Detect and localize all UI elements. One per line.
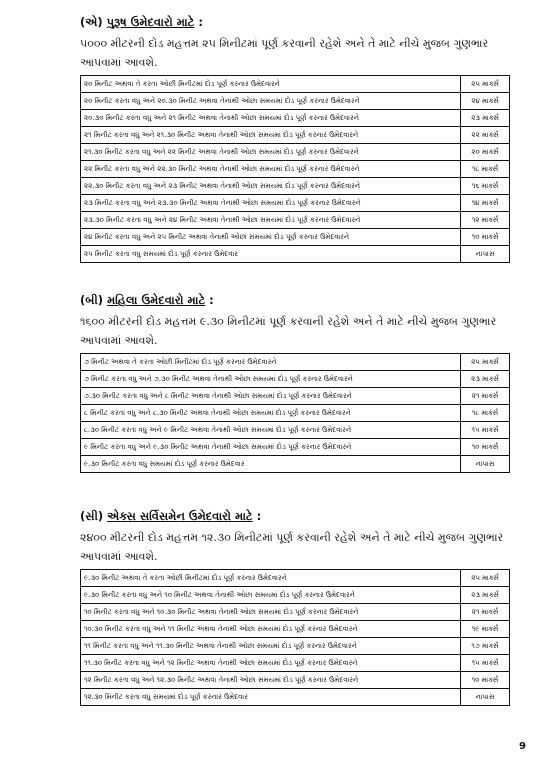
criteria-cell: ૨૩ મિનીટ કરતા વધુ અને ૨૩.૩૦ મિનીટ અથવા તેનાથી ઓછા સમયમાં દોડ પૂર્ણ કરનાર ઉમેદવારને xyxy=(81,195,461,212)
marks-cell: ૧૪ માર્ક્સ xyxy=(461,195,510,212)
marks-cell: ૧૫ માર્ક્સ xyxy=(461,655,510,672)
marks-cell: ૧૫ માર્ક્સ xyxy=(461,422,510,439)
marks-cell: ૧૮ માર્ક્સ xyxy=(461,161,510,178)
table-row xyxy=(81,638,510,655)
marks-table xyxy=(80,75,510,263)
table-row xyxy=(81,570,510,587)
table-row xyxy=(81,161,510,178)
criteria-cell: ૨૩.૩૦ મિનીટ કરતા વધુ અને ૨૪ મિનીટ અથવા તેનાથી ઓછા સમયમાં દોડ પૂર્ણ કરનાર ઉમેદવારને xyxy=(81,212,461,229)
section-label: (સી) xyxy=(80,509,104,523)
section-description: ૫૦૦૦ મીટરની દોડ મહત્તમ ૨૫ મિનીટમાં પૂર્ણ કરવાની રહેશે અને તે માટે નીચે મુજબ ગુણભાર આપવામાં આવશે. xyxy=(80,37,489,69)
table-row xyxy=(81,212,510,229)
criteria-cell: ૯ મિનીટ કરતા વધુ અને ૯.૩૦ મિનીટ અથવા તેનાથી ઓછા સમયમાં દોડ પૂર્ણ કરનાર ઉમેદવારને xyxy=(81,439,461,456)
section-women xyxy=(80,292,510,473)
criteria-cell: ૭.૩૦ મિનીટ કરતા વધુ અને ૮ મિનીટ અથવા તેનાથી ઓછા સમયમાં દોડ પૂર્ણ કરનાર ઉમેદવારને xyxy=(81,388,461,405)
marks-cell: ૨૩ માર્ક્સ xyxy=(461,587,510,604)
criteria-cell: ૨૨ મિનીટ કરતા વધુ અને ૨૨.૩૦ મિનીટ અથવા તેનાથી ઓછા સમયમાં દોડ પૂર્ણ કરનાર ઉમેદવારને xyxy=(81,161,461,178)
section-colon: : xyxy=(209,293,214,307)
table-row xyxy=(81,195,510,212)
section-title: મહિલા ઉમેદવારો માટે xyxy=(107,293,206,307)
marks-cell: ૨૪ માર્ક્સ xyxy=(461,93,510,110)
criteria-cell: ૯.૩૦ મિનીટ કરતા વધુ સમયમાં દોડ પૂર્ણ કરનાર ઉમેદવાર xyxy=(81,456,461,473)
criteria-cell: ૭ મિનીટ કરતા વધુ અને ૭.૩૦ મિનીટ અથવા તેનાથી ઓછા સમયમાં દોડ પૂર્ણ કરનાર ઉમેદવારને xyxy=(81,371,461,388)
criteria-cell: ૨૦ મિનીટ કરતા વધુ અને ૨૦.૩૦ મિનીટ અથવા તેનાથી ઓછા સમયમાં દોડ પૂર્ણ કરનાર ઉમેદવારને xyxy=(81,93,461,110)
criteria-cell: ૧૧ મિનીટ કરતા વધુ અને ૧૧.૩૦ મિનીટ અથવા તેનાથી ઓછા સમયમાં દોડ પૂર્ણ કરનાર ઉમેદવારને xyxy=(81,638,461,655)
table-row xyxy=(81,621,510,638)
criteria-cell: ૧૦ મિનીટ કરતા વધુ અને ૧૦.૩૦ મિનીટ અથવા તેનાથી ઓછા સમયમાં દોડ પૂર્ણ કરનાર ઉમેદવારને xyxy=(81,604,461,621)
marks-cell: ૨૫ માર્ક્સ xyxy=(461,570,510,587)
criteria-cell: ૮.૩૦ મિનીટ કરતા વધુ અને ૯ મિનીટ અથવા તેનાથી ઓછા સમયમાં દોડ પૂર્ણ કરનાર ઉમેદવારને xyxy=(81,422,461,439)
marks-cell: ૨૦ માર્ક્સ xyxy=(461,144,510,161)
table-row xyxy=(81,689,510,706)
marks-cell: ૨૧ માર્ક્સ xyxy=(461,604,510,621)
marks-cell: ૨૩ માર્ક્સ xyxy=(461,371,510,388)
criteria-cell: ૧૧.૩૦ મિનીટ કરતા વધુ અને ૧૨ મિનીટ અથવા તેનાથી ઓછા સમયમાં દોડ પૂર્ણ કરનાર ઉમેદવારને xyxy=(81,655,461,672)
table-row xyxy=(81,371,510,388)
criteria-cell: ૨૧.૩૦ મિનીટ કરતા વધુ અને ૨૨ મિનીટ અથવા તેનાથી ઓછા સમયમાં દોડ પૂર્ણ કરનાર ઉમેદવારને xyxy=(81,144,461,161)
marks-cell: ૨૧ માર્ક્સ xyxy=(461,388,510,405)
section-description: ૨૪૦૦ મીટરની દોડ મહત્તમ ૧૨.૩૦ મિનીટમાં પૂર્ણ કરવાની રહેશે અને તે માટે નીચે મુજબ ગુણભાર આપવામાં આવશે. xyxy=(80,531,504,563)
marks-cell: ૧૮ માર્ક્સ xyxy=(461,405,510,422)
section-label: (બી) xyxy=(80,293,104,307)
table-row xyxy=(81,110,510,127)
marks-table xyxy=(80,569,510,706)
criteria-cell: ૭ મિનીટ અથવા તે કરતા ઓછી મિનીટમાં દોડ પૂર્ણ કરનાર ઉમેદવારને xyxy=(81,354,461,371)
section-heading xyxy=(80,14,510,30)
criteria-cell: ૨૦.૩૦ મિનીટ કરતા વધુ અને ૨૧ મિનીટ અથવા તેનાથી ઓછા સમયમાં દોડ પૂર્ણ કરનાર ઉમેદવારને xyxy=(81,110,461,127)
section-title: એક્સ સર્વિસમેન ઉમેદવારો માટે xyxy=(107,509,253,523)
marks-cell: ૨૨ માર્ક્સ xyxy=(461,127,510,144)
marks-cell: નાપાસ xyxy=(461,689,510,706)
marks-cell: ૧૬ માર્ક્સ xyxy=(461,178,510,195)
criteria-cell: ૨૦ મિનીટ અથવા તે કરતા ઓછી મિનીટમાં દોડ પૂર્ણ કરનાર ઉમેદવારને xyxy=(81,76,461,93)
table-row xyxy=(81,246,510,263)
table-row xyxy=(81,388,510,405)
criteria-cell: ૨૪ મિનીટ કરતા વધુ અને ૨૫ મિનીટ અથવા તેનાથી ઓછા સમયમાં દોડ પૂર્ણ કરનાર ઉમેદવારને xyxy=(81,229,461,246)
table-row xyxy=(81,405,510,422)
table-row xyxy=(81,587,510,604)
table-row xyxy=(81,655,510,672)
marks-cell: ૧૦ માર્ક્સ xyxy=(461,439,510,456)
table-row xyxy=(81,144,510,161)
marks-cell: ૧૯ માર્ક્સ xyxy=(461,621,510,638)
page-number: 9 xyxy=(519,741,526,752)
section-heading xyxy=(80,508,510,524)
section-colon: : xyxy=(198,15,203,29)
criteria-cell: ૯.૩૦ મિનીટ અથવા તે કરતા ઓછી મિનીટમાં દોડ પૂર્ણ કરનાર ઉમેદવારને xyxy=(81,570,461,587)
table-row xyxy=(81,178,510,195)
table-row xyxy=(81,76,510,93)
table-row xyxy=(81,604,510,621)
section-colon: : xyxy=(256,509,262,523)
criteria-cell: ૨૫ મિનીટ કરતા વધુ સમયમાં દોડ પૂર્ણ કરનાર ઉમેદવાર xyxy=(81,246,461,263)
section-description: ૧૬૦૦ મીટરની દોડ મહત્તમ ૯.૩૦ મિનીટમાં પૂર્ણ કરવાની રહેશે અને તે માટે નીચે મુજબ ગુણભાર આપવામાં આવશે. xyxy=(80,315,497,347)
table-row xyxy=(81,354,510,371)
table-row xyxy=(81,456,510,473)
marks-cell: ૨૫ માર્ક્સ xyxy=(461,76,510,93)
marks-cell: ૨૫ માર્ક્સ xyxy=(461,354,510,371)
criteria-cell: ૯.૩૦ મિનીટ કરતા વધુ અને ૧૦ મિનીટ અથવા તેનાથી ઓછા સમયમાં દોડ પૂર્ણ કરનાર ઉમેદવારને xyxy=(81,587,461,604)
marks-cell: ૧૨ માર્ક્સ xyxy=(461,212,510,229)
marks-cell: નાપાસ xyxy=(461,456,510,473)
criteria-cell: ૨૧ મિનીટ કરતા વધુ અને ૨૧.૩૦ મિનીટ અથવા તેનાથી ઓછા સમયમાં દોડ પૂર્ણ કરનાર ઉમેદવારને xyxy=(81,127,461,144)
table-row xyxy=(81,422,510,439)
marks-cell: ૧૭ માર્ક્સ xyxy=(461,638,510,655)
table-row xyxy=(81,127,510,144)
criteria-cell: ૮ મિનીટ કરતા વધુ અને ૮.૩૦ મિનીટ અથવા તેનાથી ઓછા સમયમાં દોડ પૂર્ણ કરનાર ઉમેદવારને xyxy=(81,405,461,422)
criteria-cell: ૧૦.૩૦ મિનીટ કરતા વધુ અને ૧૧ મિનીટ અથવા તેનાથી ઓછા સમયમાં દોડ પૂર્ણ કરનાર ઉમેદવારને xyxy=(81,621,461,638)
marks-cell: ૧૦ માર્ક્સ xyxy=(461,229,510,246)
section-label: (એ) xyxy=(80,15,103,29)
table-row xyxy=(81,439,510,456)
marks-cell: ૨૩ માર્ક્સ xyxy=(461,110,510,127)
section-title: પુરૂષ ઉમેદવારો માટે xyxy=(106,15,195,29)
criteria-cell: ૧૨.૩૦ મિનીટ કરતા વધુ સમયમાં દોડ પૂર્ણ કરનાર ઉમેદવાર xyxy=(81,689,461,706)
section-men xyxy=(80,14,510,263)
table-row xyxy=(81,672,510,689)
marks-cell: નાપાસ xyxy=(461,246,510,263)
criteria-cell: ૨૨.૩૦ મિનીટ કરતા વધુ અને ૨૩ મિનીટ અથવા તેનાથી ઓછા સમયમાં દોડ પૂર્ણ કરનાર ઉમેદવારને xyxy=(81,178,461,195)
section-ex-servicemen xyxy=(80,508,510,706)
table-row xyxy=(81,93,510,110)
marks-table xyxy=(80,353,510,473)
criteria-cell: ૧૨ મિનીટ કરતા વધુ અને ૧૨.૩૦ મિનીટ અથવા તેનાથી ઓછા સમયમાં દોડ પૂર્ણ કરનાર ઉમેદવારને xyxy=(81,672,461,689)
section-heading xyxy=(80,292,510,308)
table-row xyxy=(81,229,510,246)
marks-cell: ૧૦ માર્ક્સ xyxy=(461,672,510,689)
